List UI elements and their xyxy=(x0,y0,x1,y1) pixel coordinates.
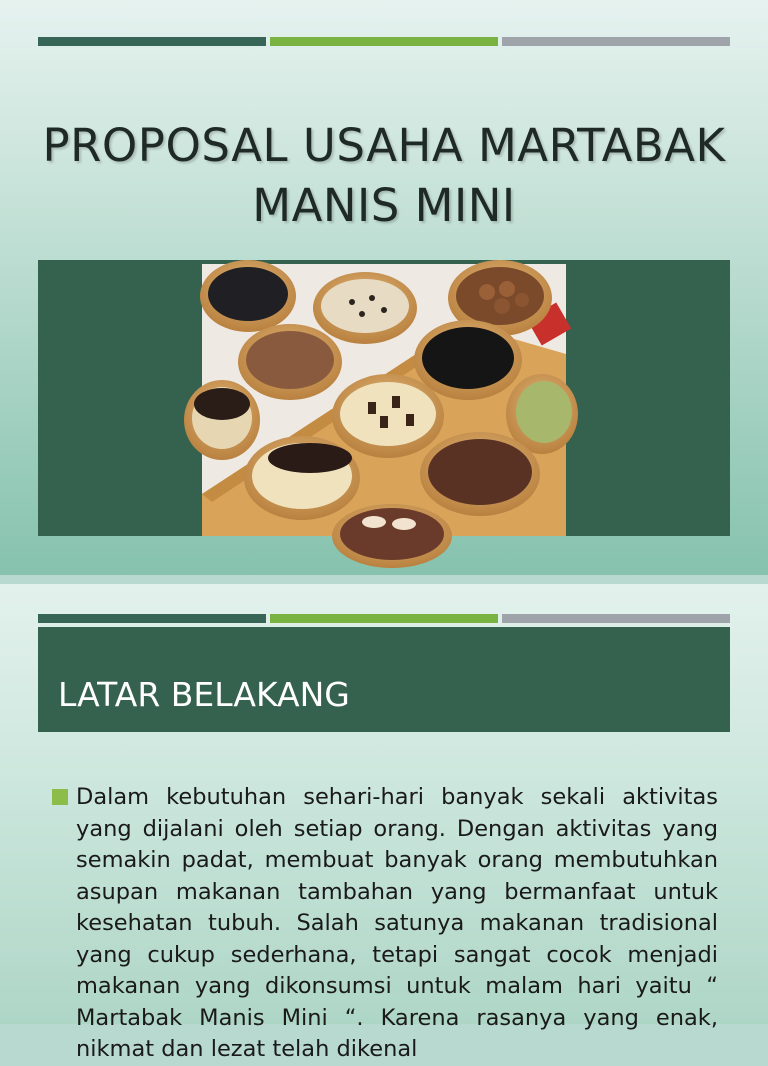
decorative-color-bars xyxy=(38,37,730,46)
heading-band xyxy=(38,627,730,732)
section-heading: LATAR BELAKANG xyxy=(58,675,350,714)
slide-title: PROPOSAL USAHA MARTABAK MANIS MINI xyxy=(42,119,726,232)
content-slide xyxy=(0,584,768,1062)
square-bullet-icon xyxy=(52,789,68,805)
bar-dark-green xyxy=(38,614,266,623)
bar-lime-green xyxy=(270,37,498,46)
martabak-photo xyxy=(202,264,566,536)
bar-dark-green xyxy=(38,37,266,46)
bar-gray xyxy=(502,37,730,46)
martabak-photo-illustration xyxy=(202,264,566,536)
bar-gray xyxy=(502,614,730,623)
decorative-color-bars xyxy=(38,614,730,623)
paragraph-text: Dalam kebutuhan sehari-hari banyak sekali aktivitas yang dijalani oleh setiap orang. Dengan aktivitas yang semakin padat, membuat banyak orang membutuhkan asupan makanan tambahan yang bermanfaat untuk kesehatan tubuh. Salah satunya makanan tradisional yang cukup sederhana, tetapi sangat cocok menjadi makanan yang dikonsumsi untuk malam hari yaitu “ Martabak Manis Mini “. Karena rasanya yang enak, nikmat dan lezat telah dikenal xyxy=(76,784,718,1062)
bullet-paragraph xyxy=(52,782,718,1066)
bar-lime-green xyxy=(270,614,498,623)
